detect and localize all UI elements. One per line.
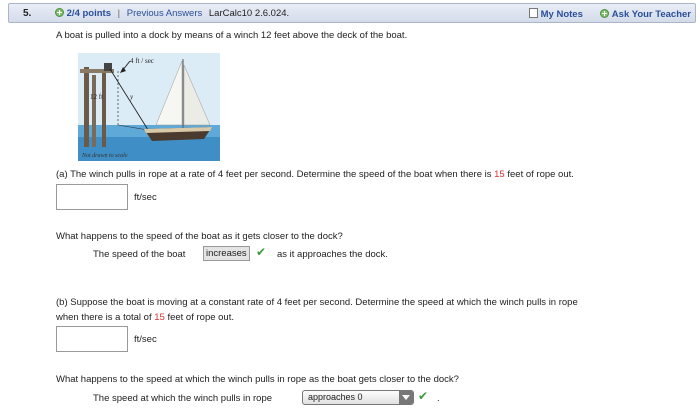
rate-label: 4 ft / sec: [130, 57, 154, 65]
question-header: [8, 3, 696, 23]
part-b-followup: What happens to the speed at which the winch pulls in rope as the boat gets closer to the dock?: [56, 374, 459, 385]
chevron-down-icon[interactable]: [399, 391, 413, 404]
part-a-text-after: feet of rope out.: [504, 169, 574, 180]
boat-dock-figure: [78, 53, 220, 161]
ask-teacher-plus-icon[interactable]: [600, 9, 609, 18]
separator: |: [117, 8, 121, 19]
part-a-answer-input[interactable]: [56, 184, 128, 210]
part-b-question-line1: (b) Suppose the boat is moving at a constant rate of 4 feet per second. Determine the speed at which the winch pulls in rope: [56, 297, 578, 308]
part-a-rope-length: 15: [494, 169, 505, 180]
previous-answers-link[interactable]: Previous Answers: [126, 8, 203, 19]
part-b-sentence-after: .: [437, 393, 440, 404]
question-number: 5.: [23, 8, 32, 19]
figure-caption: Not drawn to scale: [82, 153, 128, 159]
header-actions: [529, 8, 691, 20]
boat-dock-illustration: [78, 53, 220, 161]
part-a-question: [56, 169, 574, 180]
part-a-unit: ft/sec: [134, 192, 157, 203]
part-b-rope-length: 15: [154, 312, 165, 323]
part-b-dropdown[interactable]: [302, 390, 414, 405]
part-b-text-before: when there is a total of: [56, 312, 155, 323]
correct-check-icon: ✔: [256, 245, 267, 259]
part-a-sentence-after: as it approaches the dock.: [277, 249, 388, 260]
points-link[interactable]: 2/4 points: [66, 8, 111, 19]
part-a-text-before: (a) The winch pulls in rope at a rate of 4 feet per second. Determine the speed of the boat when there is: [56, 169, 495, 180]
correct-check-icon: ✔: [418, 389, 429, 403]
part-a-selected-answer[interactable]: increases: [203, 246, 250, 261]
part-b-text-after: feet of rope out.: [164, 312, 234, 323]
expand-plus-icon[interactable]: [55, 8, 64, 17]
problem-code: LarCalc10 2.6.024.: [208, 8, 290, 19]
part-b-sentence-before: The speed at which the winch pulls in rope: [93, 393, 273, 404]
part-a-sentence-before: The speed of the boat: [93, 249, 186, 260]
part-b-dropdown-value: approaches 0: [308, 392, 363, 402]
part-b-question-line2: [56, 312, 234, 323]
problem-statement: A boat is pulled into a dock by means of a winch 12 feet above the deck of the boat.: [56, 30, 408, 41]
height-label: 12 ft: [90, 93, 104, 101]
rope-label: y: [130, 93, 134, 101]
part-a-followup: What happens to the speed of the boat as it gets closer to the dock?: [56, 231, 343, 242]
my-notes-link[interactable]: My Notes: [540, 9, 583, 20]
points-area: [55, 8, 289, 19]
ask-teacher-link[interactable]: Ask Your Teacher: [611, 9, 691, 20]
part-b-unit: ft/sec: [134, 334, 157, 345]
notes-icon[interactable]: [529, 8, 538, 18]
part-b-answer-input[interactable]: [56, 326, 128, 352]
